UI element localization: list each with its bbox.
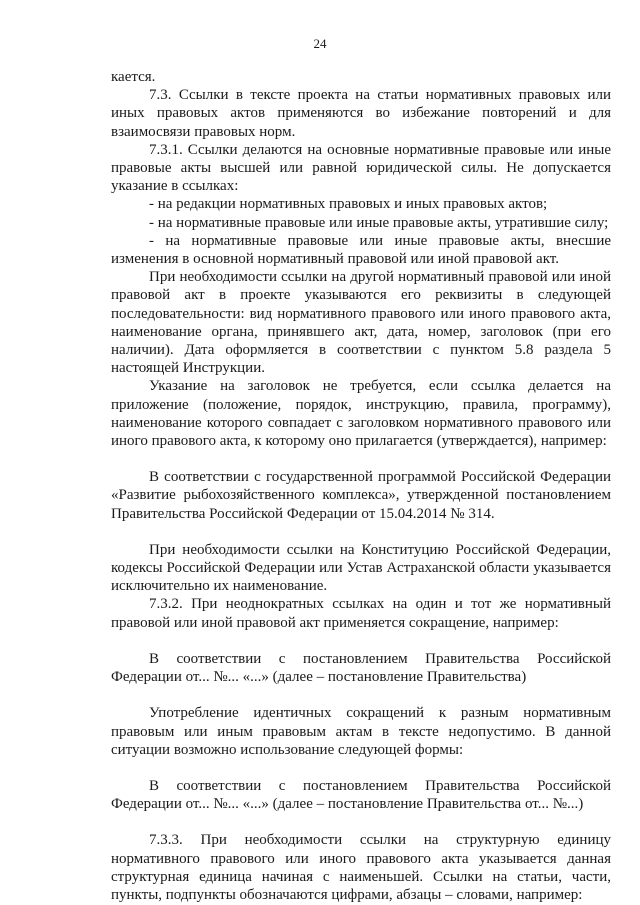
page-number: 24	[313, 36, 327, 51]
document-body	[111, 68, 611, 904]
example-abbreviation: В соответствии с постановлением Правительства Российской Федерации от... №... «...» (далее – постановление Правительства)	[111, 650, 611, 686]
paragraph-7-3-1: 7.3.1. Ссылки делаются на основные нормативные правовые или иные правовые акты высшей или равной юридической силы. Не допускается указание в ссылках:	[111, 141, 611, 195]
paragraph-title-not-required: Указание на заголовок не требуется, если ссылка делается на приложение (положение, порядок, инструкцию, правила, программу), наименование которого совпадает с заголовком нормативного правового или иного правового акта, к которому оно прилагается (утверждается), например:	[111, 378, 611, 450]
example-abbreviation-form: В соответствии с постановлением Правительства Российской Федерации от... №... «...» (далее – постановление Правительства от... №...)	[111, 777, 611, 813]
paragraph-continuation: кается.	[111, 69, 156, 85]
paragraph-identical-abbreviations: Употребление идентичных сокращений к разным нормативным правовым или иным правовым актам в тексте недопустимо. В данной ситуации возможно использование следующей формы:	[111, 705, 611, 758]
paragraph-requisites: При необходимости ссылки на другой нормативный правовой или иной правовой акт в проекте указываются его реквизиты в следующей последовательности: вид нормативного правового или иного правового акта, наименование органа, принявшего акт, дата, номер, заголовок (при его наличии). Дата оформляется в соответствии с пунктом 5.8 раздела 5 настоящей Инструкции.	[111, 269, 611, 377]
example-program: В соответствии с государственной программой Российской Федерации «Развитие рыбохозяйственного комплекса», утвержденной постановлением Правительства Российской Федерации от 15.04.2014 № 314.	[111, 469, 611, 522]
paragraph-7-3-3: 7.3.3. При необходимости ссылки на структурную единицу нормативного правового или иного правового акта указывается данная структурная единица начиная с наименьшей. Ссылки на статьи, части, пункты, подпункты обозначаются цифрами, абзацы – словами, например:	[111, 832, 611, 903]
paragraph-constitution: При необходимости ссылки на Конституцию Российской Федерации, кодексы Российской Федерации или Устав Астраханской области указывается исключительно их наименование.	[111, 541, 611, 595]
paragraph-7-3: 7.3. Ссылки в тексте проекта на статьи нормативных правовых или иных правовых актов применяются во избежание повторений и для взаимосвязи правовых норм.	[111, 87, 611, 140]
paragraph-7-3-2: 7.3.2. При неоднократных ссылках на один и тот же нормативный правовой или иной правовой акт применяется сокращение, например:	[111, 596, 611, 631]
list-item-editions: - на редакции нормативных правовых и иных правовых актов;	[149, 196, 548, 213]
list-item-expired-acts: - на нормативные правовые или иные правовые акты, утратившие силу;	[149, 214, 609, 231]
list-item-amending-acts: - на нормативные правовые или иные правовые акты, внесшие изменения в основной нормативный правовой или иной правовой акт.	[111, 232, 611, 268]
